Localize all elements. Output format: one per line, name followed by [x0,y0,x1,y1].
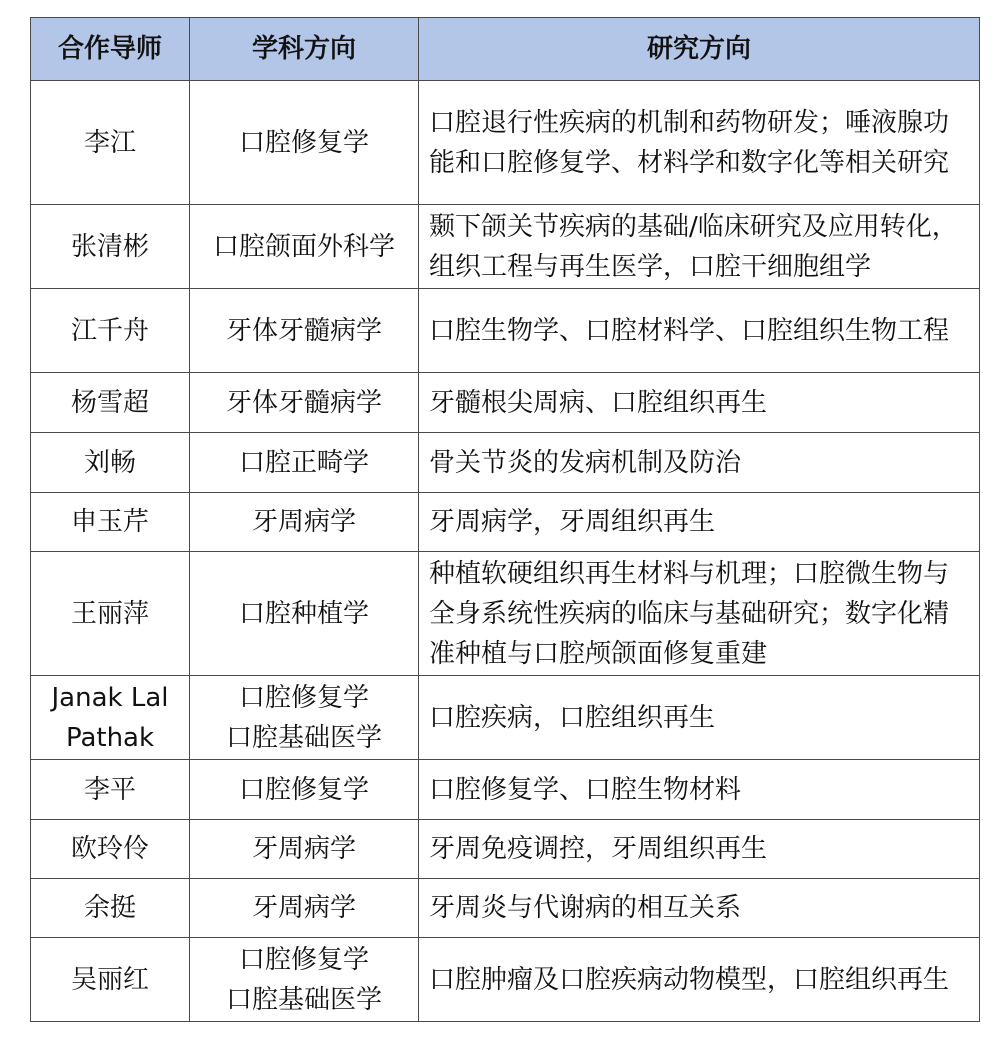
discipline-cell [190,81,419,205]
header-supervisor: 合作导师 [31,18,190,81]
discipline-line: 牙周病学 [251,893,356,923]
discipline-line: 口腔修复学 [238,127,369,158]
research-cell: 牙周病学，牙周组织再生 [419,493,980,552]
research-cell: 牙髓根尖周病、口腔组织再生 [419,373,980,433]
research-cell: 口腔修复学、口腔生物材料 [419,760,980,820]
research-cell: 骨关节炎的发病机制及防治 [419,433,980,493]
table-row [31,373,980,433]
research-cell: 牙周炎与代谢病的相互关系 [419,879,980,938]
discipline-line: 牙体牙髓病学 [225,315,382,346]
discipline-cell [190,289,419,373]
discipline-cell [190,760,419,820]
discipline-line: 口腔基础医学 [225,722,382,753]
supervisor-cell: 申玉芹 [31,493,190,552]
table-row [31,676,980,760]
table-row [31,820,980,879]
supervisor-cell: 刘畅 [31,433,190,493]
discipline-cell [190,820,419,879]
table-row [31,760,980,820]
discipline-line: 牙周病学 [251,834,356,864]
table-row [31,552,980,676]
discipline-line: 口腔正畸学 [238,447,369,478]
research-cell: 牙周免疫调控，牙周组织再生 [419,820,980,879]
discipline-line: 口腔修复学 [238,774,369,805]
research-cell: 颞下颌关节疾病的基础/临床研究及应用转化，组织工程与再生医学，口腔干细胞组学 [419,205,980,289]
table-row [31,81,980,205]
research-cell: 口腔退行性疾病的机制和药物研发；唾液腺功能和口腔修复学、材料学和数字化等相关研究 [419,81,980,205]
discipline-line: 口腔颌面外科学 [212,231,395,262]
header-research: 研究方向 [419,18,980,81]
supervisor-cell: Janak Lal Pathak [31,676,190,760]
supervisor-cell: 欧玲伶 [31,820,190,879]
table-row [31,433,980,493]
discipline-cell [190,205,419,289]
table-row [31,493,980,552]
supervisor-table [30,17,980,1022]
research-cell: 口腔生物学、口腔材料学、口腔组织生物工程 [419,289,980,373]
discipline-line: 口腔种植学 [238,598,369,629]
research-cell: 种植软硬组织再生材料与机理；口腔微生物与全身系统性疾病的临床与基础研究；数字化精准种植与口腔颅颌面修复重建 [419,552,980,676]
discipline-line: 口腔修复学 [238,944,369,975]
discipline-line: 牙周病学 [251,507,356,537]
discipline-cell [190,552,419,676]
table-row [31,289,980,373]
supervisor-cell: 王丽萍 [31,552,190,676]
discipline-cell [190,938,419,1022]
header-discipline: 学科方向 [190,18,419,81]
supervisor-cell: 余挺 [31,879,190,938]
research-cell: 口腔疾病，口腔组织再生 [419,676,980,760]
discipline-line: 口腔基础医学 [225,984,382,1015]
table-header-row [31,18,980,81]
discipline-cell [190,433,419,493]
table-row [31,879,980,938]
supervisor-cell: 杨雪超 [31,373,190,433]
supervisor-cell: 张清彬 [31,205,190,289]
discipline-cell [190,373,419,433]
table-row [31,205,980,289]
discipline-cell [190,493,419,552]
discipline-line: 口腔修复学 [238,682,369,713]
table-row [31,938,980,1022]
supervisor-cell: 吴丽红 [31,938,190,1022]
supervisor-cell: 李平 [31,760,190,820]
research-cell: 口腔肿瘤及口腔疾病动物模型，口腔组织再生 [419,938,980,1022]
discipline-cell [190,879,419,938]
supervisor-cell: 李江 [31,81,190,205]
discipline-line: 牙体牙髓病学 [225,387,382,418]
supervisor-cell: 江千舟 [31,289,190,373]
discipline-cell [190,676,419,760]
